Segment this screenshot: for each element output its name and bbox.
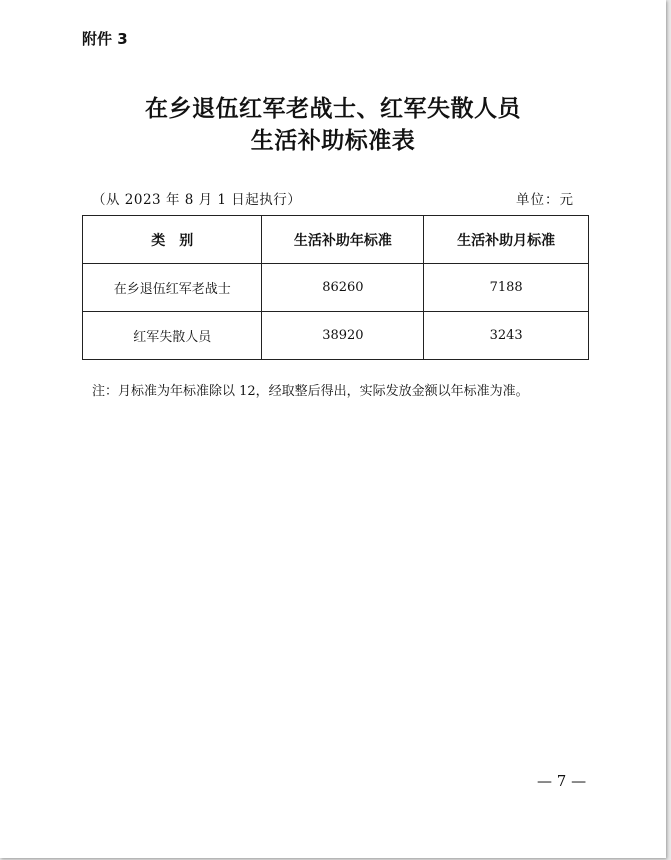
table-header-row	[83, 216, 589, 264]
page-number: — 7 —	[537, 772, 587, 790]
unit-label: 单位：元	[516, 192, 574, 208]
header-monthly-standard: 生活补助月标准	[424, 216, 589, 264]
effective-date: （从 2023 年 8 月 1 日起执行）	[92, 192, 302, 208]
table-row	[83, 312, 589, 360]
subsidy-table	[82, 215, 589, 360]
title-line-2: 生活补助标准表	[250, 128, 416, 154]
table-row	[83, 264, 589, 312]
attachment-label: 附件 3	[82, 30, 128, 48]
header-category: 类 别	[83, 216, 262, 264]
header-annual-standard: 生活补助年标准	[262, 216, 424, 264]
row-annual-value: 38920	[262, 312, 424, 360]
title-line-1: 在乡退伍红军老战士、红军失散人员	[145, 96, 521, 122]
row-monthly-value: 3243	[424, 312, 589, 360]
row-annual-value: 86260	[262, 264, 424, 312]
row-category: 红军失散人员	[83, 312, 262, 360]
row-category: 在乡退伍红军老战士	[83, 264, 262, 312]
row-monthly-value: 7188	[424, 264, 589, 312]
footnote: 注：月标准为年标准除以 12，经取整后得出，实际发放金额以年标准为准。	[92, 384, 529, 399]
